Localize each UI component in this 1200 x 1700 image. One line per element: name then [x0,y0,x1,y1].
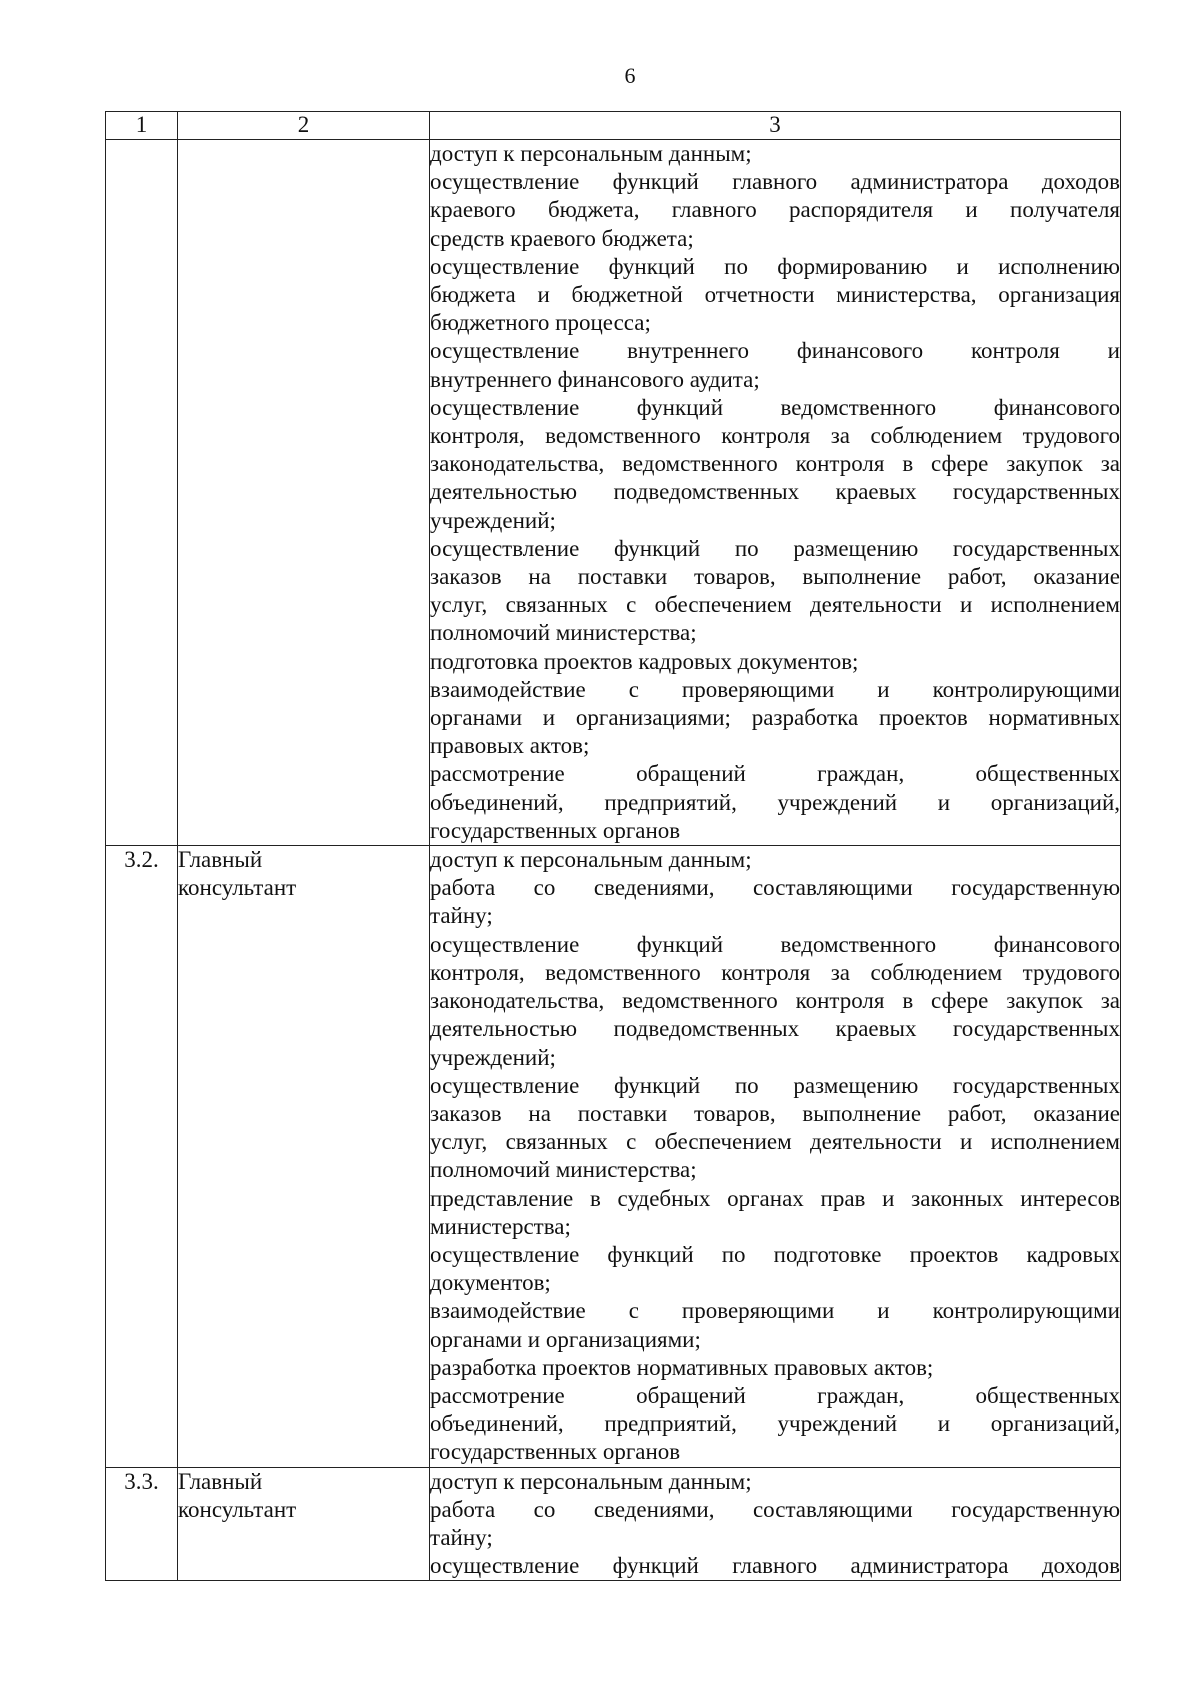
duty-line: заказов на поставки товаров, выполнение работ, оказание [430,1100,1120,1126]
column-header-3: 3 [430,112,1121,140]
duty-line: правовых актов; [430,733,590,759]
row-number [106,140,178,846]
position-line: Главный [178,1468,263,1494]
column-header-1: 1 [106,112,178,140]
row-number: 3.3. [106,1467,178,1581]
duty-line: подготовка проектов кадровых документов; [430,648,859,674]
position-title [178,846,430,1467]
duty-line: доступ к персональным данным; [430,141,752,166]
duty-line: тайну; [430,903,493,929]
table-header [106,112,1121,140]
duty-line: осуществление функций по подготовке проектов кадровых [430,1241,1120,1267]
duty-line: осуществление функций ведомственного финансового [430,394,1120,420]
duty-line: бюджета и бюджетной отчетности министерства, организация [430,282,1120,308]
duties-cell [430,1467,1121,1581]
duty-line: услуг, связанных с обеспечением деятельности и исполнением [430,592,1120,618]
duty-line: деятельностью подведомственных краевых государственных [430,479,1120,505]
table-row [106,846,1121,1467]
position-line: Главный [178,847,263,873]
duty-line: взаимодействие с проверяющими и контролирующими [430,1298,1120,1324]
duty-line: объединений, предприятий, учреждений и организаций, [430,1411,1120,1437]
duty-line: законодательства, ведомственного контроля в сфере закупок за [430,451,1120,477]
duty-line: учреждений; [430,507,556,533]
duty-line: доступ к персональным данным; [430,1468,752,1494]
table-row [106,1467,1121,1581]
duty-line: тайну; [430,1524,493,1550]
page-number: 6 [624,63,636,88]
duty-line: осуществление внутреннего финансового контроля и [430,338,1120,364]
duty-line: осуществление функций по формированию и исполнению [430,253,1120,279]
duty-line: взаимодействие с проверяющими и контролирующими [430,676,1120,702]
duty-line: работа со сведениями, составляющими государственную [430,1496,1120,1522]
column-header-2: 2 [178,112,430,140]
duty-line: краевого бюджета, главного распорядителя и получателя [430,197,1120,223]
position-line: консультант [178,1496,297,1522]
table-row [106,140,1121,846]
duty-line: внутреннего финансового аудита; [430,366,760,392]
duty-line: доступ к персональным данным; [430,847,752,873]
duty-line: контроля, ведомственного контроля за соблюдением трудового [430,423,1120,449]
duties-cell [430,140,1121,846]
row-number: 3.2. [106,846,178,1467]
duty-line: осуществление функций ведомственного финансового [430,931,1120,957]
duty-line: осуществление функций по размещению государственных [430,535,1120,561]
duty-line: деятельностью подведомственных краевых государственных [430,1016,1120,1042]
duties-table [105,111,1121,1581]
table-body [106,140,1121,1581]
duty-line: рассмотрение обращений граждан, общественных [430,761,1120,787]
duty-line: осуществление функций главного администратора доходов [430,169,1120,195]
duty-line: полномочий министерства; [430,620,697,646]
duty-line: рассмотрение обращений граждан, общественных [430,1382,1120,1408]
position-line: консультант [178,875,297,901]
duty-line: заказов на поставки товаров, выполнение работ, оказание [430,564,1120,590]
duty-line: органами и организациями; разработка проектов нормативных [430,705,1120,731]
duty-line: осуществление функций по размещению государственных [430,1072,1120,1098]
duty-line: учреждений; [430,1044,556,1070]
duty-line: бюджетного процесса; [430,310,651,336]
duty-line: работа со сведениями, составляющими государственную [430,875,1120,901]
duty-line: услуг, связанных с обеспечением деятельности и исполнением [430,1129,1120,1155]
duty-line: объединений, предприятий, учреждений и организаций, [430,789,1120,815]
duty-line: средств краевого бюджета; [430,225,694,251]
duty-line: государственных органов [430,1439,681,1465]
duty-line: разработка проектов нормативных правовых актов; [430,1354,934,1380]
duty-line: контроля, ведомственного контроля за соблюдением трудового [430,959,1120,985]
duties-cell [430,846,1121,1467]
duty-line: законодательства, ведомственного контроля в сфере закупок за [430,988,1120,1014]
position-title [178,1467,430,1581]
duty-line: органами и организациями; [430,1326,701,1352]
duty-line: полномочий министерства; [430,1157,697,1183]
duty-line: документов; [430,1270,551,1296]
duty-line: министерства; [430,1213,571,1239]
duty-line: государственных органов [430,817,681,843]
position-title [178,140,430,846]
duty-line: представление в судебных органах прав и законных интересов [430,1185,1120,1211]
duty-line: осуществление функций главного администратора доходов [430,1553,1120,1579]
